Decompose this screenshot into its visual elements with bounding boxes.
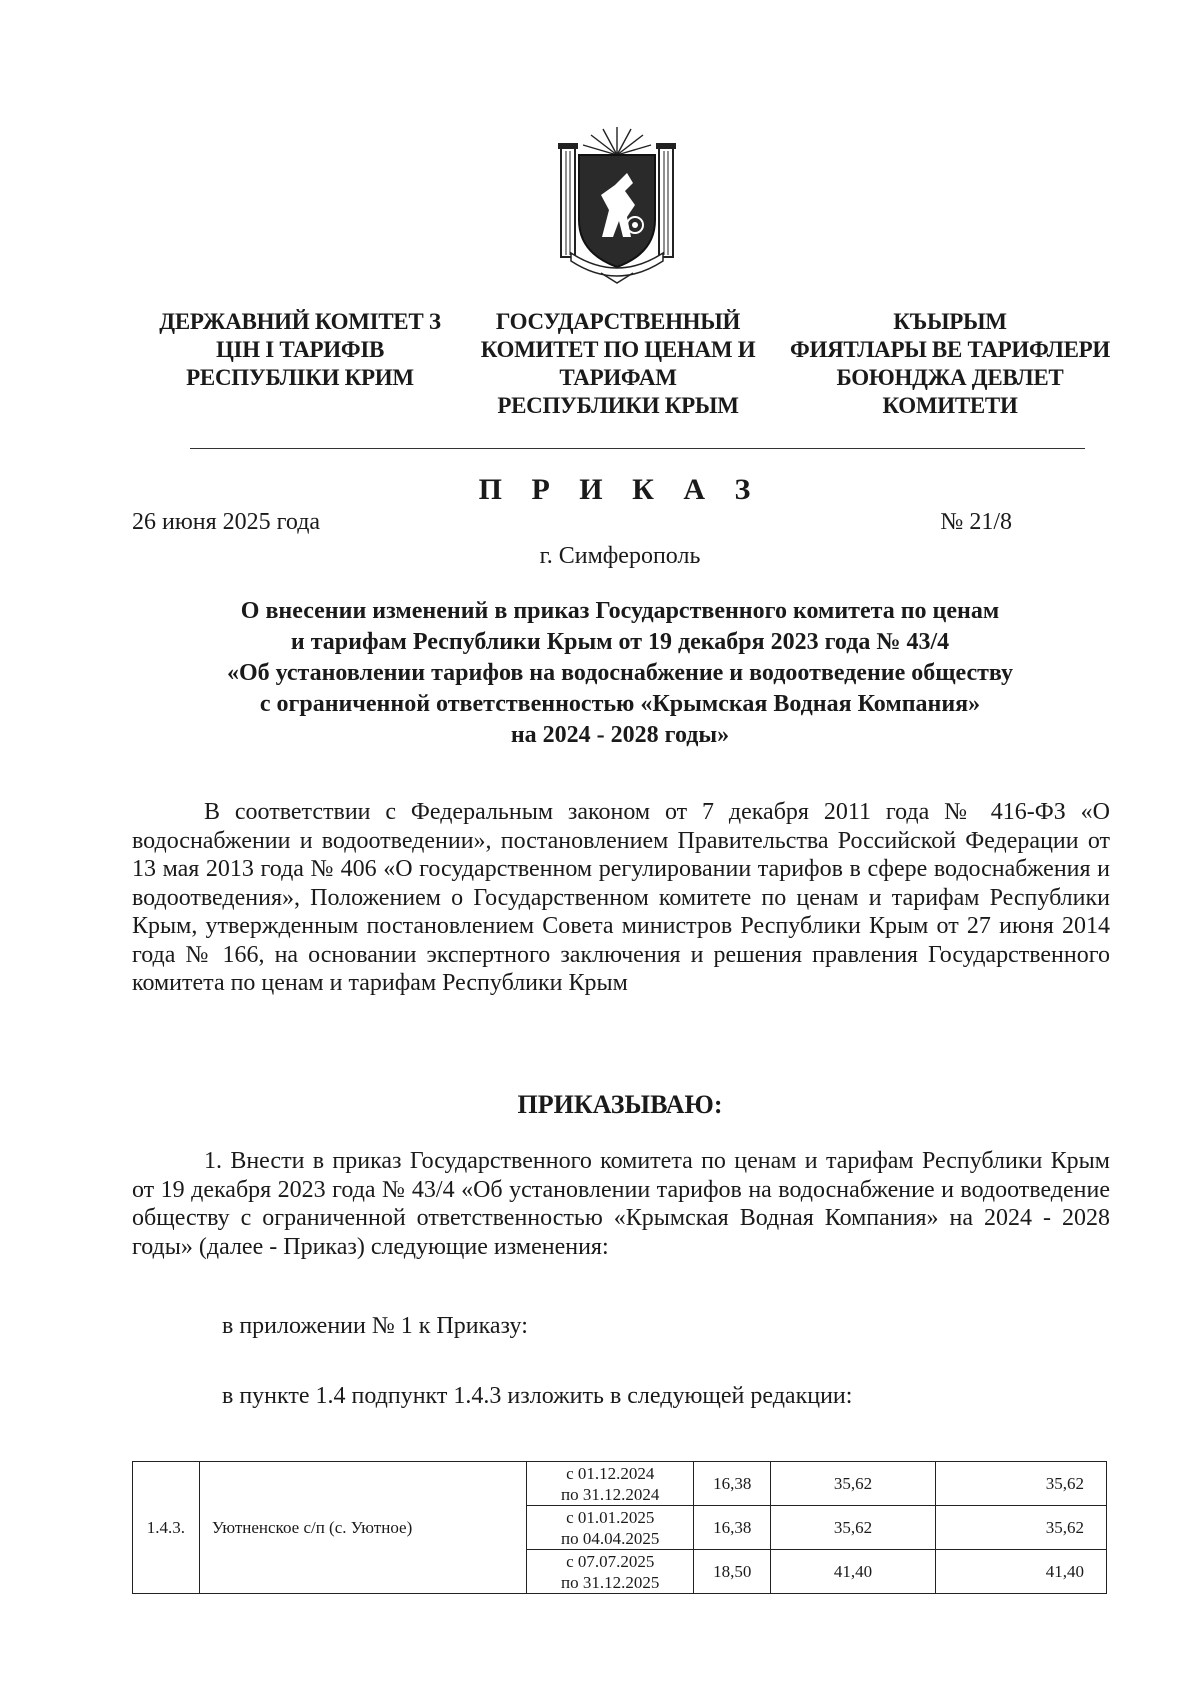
- tariff-value: 16,38: [694, 1462, 771, 1506]
- order-date: 26 июня 2025 года: [132, 509, 321, 535]
- tariff-value: 35,62: [935, 1506, 1106, 1550]
- header-line: КОМИТЕТИ: [882, 393, 1018, 418]
- tariff-value: 16,38: [694, 1506, 771, 1550]
- period-cell: [527, 1506, 694, 1550]
- header-line: ФИЯТЛАРЫ ВЕ ТАРИФЛЕРИ: [790, 337, 1110, 362]
- order-city: г. Симферополь: [539, 543, 701, 569]
- subject-line: на 2024 - 2028 годы»: [510, 722, 730, 748]
- point-line: в пункте 1.4 подпункт 1.4.3 изложить в следующей редакции:: [222, 1383, 853, 1409]
- crimea-coat-of-arms-emblem: [557, 125, 677, 285]
- header-line: ЦІН І ТАРИФІВ: [215, 337, 385, 362]
- subject-line: с ограниченной ответственностью «Крымская Водная Компания»: [259, 691, 981, 717]
- header-line: КЪЫРЫМ: [893, 309, 1007, 334]
- period-to: по 31.12.2025: [561, 1572, 660, 1592]
- document-title: П Р И К А З: [478, 473, 762, 506]
- tariff-value: 18,50: [694, 1550, 771, 1594]
- subject-line: и тарифам Республики Крым от 19 декабря 2023 года № 43/4: [290, 629, 950, 655]
- subject-line: О внесении изменений в приказ Государственного комитета по ценам: [240, 598, 1000, 624]
- period-from: с 07.07.2025: [566, 1551, 655, 1571]
- table-row: [133, 1462, 1107, 1506]
- period-cell: [527, 1462, 694, 1506]
- period-from: с 01.01.2025: [566, 1507, 655, 1527]
- settlement-name: Уютненское с/п (с. Уютное): [199, 1462, 526, 1594]
- decree-heading: ПРИКАЗЫВАЮ:: [517, 1090, 723, 1119]
- row-code: 1.4.3.: [133, 1462, 200, 1594]
- header-line: ТАРИФАМ: [559, 365, 677, 390]
- period-from: с 01.12.2024: [566, 1463, 655, 1483]
- header-line: ДЕРЖАВНИЙ КОМІТЕТ З: [159, 309, 441, 334]
- header-divider: [190, 448, 1085, 449]
- header-line: РЕСПУБЛІКИ КРИМ: [186, 365, 414, 390]
- header-line: КОМИТЕТ ПО ЦЕНАМ И: [480, 337, 756, 362]
- period-to: по 04.04.2025: [561, 1528, 660, 1548]
- tariff-value: 35,62: [771, 1462, 935, 1506]
- header-line: РЕСПУБЛИКИ КРЫМ: [497, 393, 739, 418]
- item-1-paragraph: 1. Внести в приказ Государственного комитета по ценам и тарифам Республики Крым от 19 декабря 2023 года № 43/4 «Об установлении тарифов на водоснабжение и водоотведение обществу с ограниченной ответственностью «Крымская Водная Компания» на 2024 - 2028 годы» (далее - Приказ) следующие изменения:: [132, 1148, 1110, 1260]
- order-number: № 21/8: [940, 509, 1012, 535]
- tariff-value: 35,62: [771, 1506, 935, 1550]
- period-cell: [527, 1550, 694, 1594]
- tariff-value: 41,40: [935, 1550, 1106, 1594]
- tariff-value: 35,62: [935, 1462, 1106, 1506]
- header-ukrainian: [150, 308, 450, 392]
- preamble-paragraph: В соответствии с Федеральным законом от 7 декабря 2011 года № 416-ФЗ «О водоснабжении и водоотведении», постановлением Правительства Российской Федерации от 13 мая 2013 года № 406 «О государственном регулировании тарифов в сфере водоснабжения и водоотведения», Положением о Государственном комитете по ценам и тарифам Республики Крым, утвержденным постановлением Совета министров Республики Крым от 27 июня 2014 года № 166, на основании экспертного заключения и решения правления Государственного комитета по ценам и тарифам Республики Крым: [132, 799, 1110, 996]
- order-subject: [130, 596, 1110, 751]
- header-line: ГОСУДАРСТВЕННЫЙ: [495, 309, 741, 334]
- tariff-value: 41,40: [771, 1550, 935, 1594]
- appendix-line: в приложении № 1 к Приказу:: [222, 1313, 528, 1339]
- period-to: по 31.12.2024: [561, 1484, 660, 1504]
- tariff-table: [132, 1461, 1107, 1594]
- header-line: БОЮНДЖА ДЕВЛЕТ: [836, 365, 1064, 390]
- header-crimean-tatar: [790, 308, 1110, 420]
- subject-line: «Об установлении тарифов на водоснабжение и водоотведение обществу: [226, 660, 1014, 686]
- header-russian: [468, 308, 768, 420]
